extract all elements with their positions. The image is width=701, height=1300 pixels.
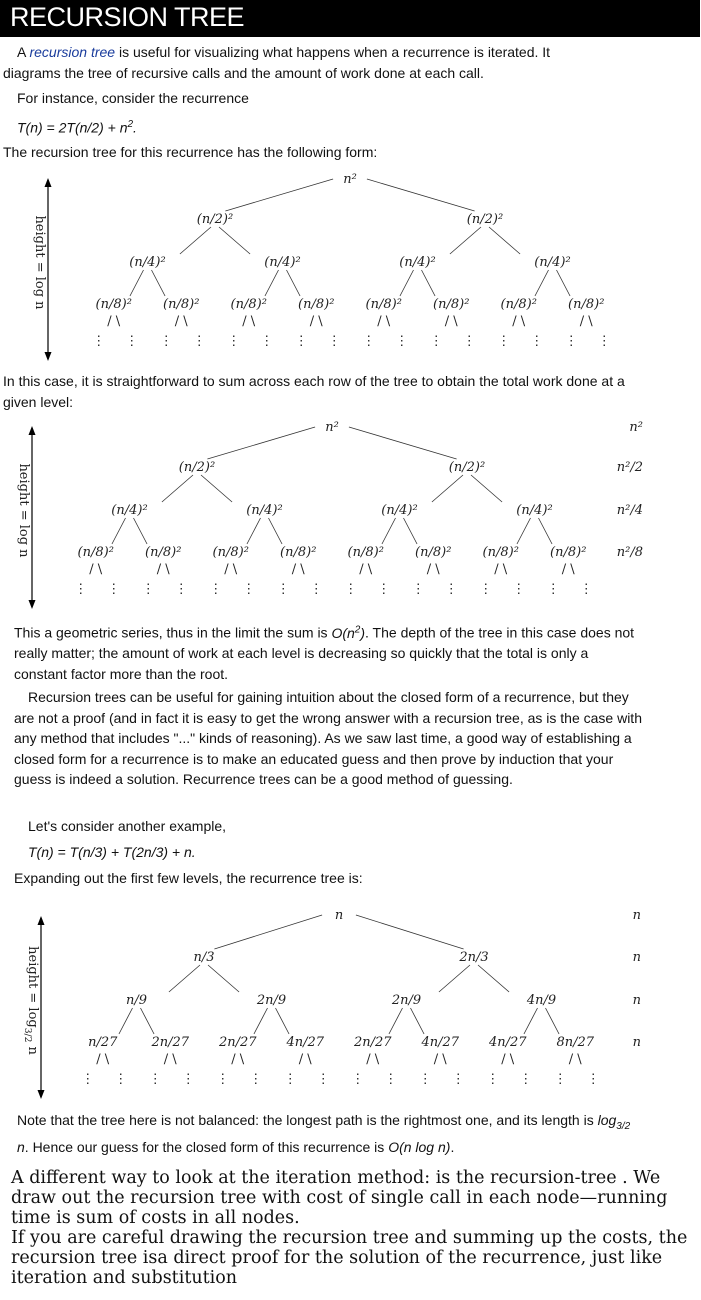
tree-edge bbox=[247, 518, 261, 544]
tree-edge bbox=[265, 270, 279, 296]
recurrence-1 bbox=[17, 115, 137, 138]
branch-marks: / \ bbox=[359, 562, 373, 577]
branch-marks: / \ bbox=[224, 562, 238, 577]
intro-pre: A bbox=[17, 44, 30, 60]
branch-marks: / \ bbox=[242, 314, 256, 329]
row-sum: n² bbox=[629, 420, 643, 435]
tree-node: (n/8)² bbox=[77, 545, 114, 560]
recurrence-1-main: T(n) = 2T(n/2) + n bbox=[17, 119, 128, 136]
branch-marks: / \ bbox=[174, 314, 188, 329]
arrow-head-down bbox=[45, 352, 52, 361]
tree-node: (n/4)² bbox=[399, 255, 436, 270]
ellipsis-dots: ⋮ bbox=[81, 1072, 95, 1087]
svg-text:height = log3/2 n: height = $\log_{3/2} n$ bbox=[22, 946, 40, 1055]
height-label bbox=[32, 215, 47, 310]
tree-node: (n/8)² bbox=[347, 545, 384, 560]
tree-node: n bbox=[334, 908, 344, 923]
tree-edge bbox=[539, 518, 553, 544]
tree-node: (n/4)² bbox=[264, 255, 301, 270]
ellipsis-dots: ⋮ bbox=[586, 1072, 600, 1087]
tree-node: (n/8)² bbox=[95, 297, 132, 312]
ellipsis-dots: ⋮ bbox=[114, 1072, 128, 1087]
tree-node: 4n/9 bbox=[526, 993, 557, 1008]
tree-node: n/9 bbox=[125, 993, 148, 1008]
arrow-head-up bbox=[38, 916, 45, 925]
ellipsis-dots: ⋮ bbox=[125, 334, 139, 349]
ellipsis-dots: ⋮ bbox=[362, 334, 376, 349]
ellipsis-dots: ⋮ bbox=[530, 334, 544, 349]
tree-edge bbox=[208, 965, 239, 992]
tree-node: (n/8)² bbox=[482, 545, 519, 560]
tree-node: 2n/9 bbox=[256, 993, 287, 1008]
tree-edge bbox=[356, 915, 464, 949]
ellipsis-dots: ⋮ bbox=[486, 1072, 500, 1087]
tree-edge bbox=[130, 270, 144, 296]
tree-node: (n/4)² bbox=[129, 255, 166, 270]
note-mid: . Hence our guess for the closed form of this recurrence is bbox=[24, 1139, 389, 1156]
tree-edge bbox=[214, 915, 322, 949]
branch-marks: / \ bbox=[494, 562, 508, 577]
branch-marks: / \ bbox=[501, 1052, 515, 1067]
tree-edge bbox=[422, 270, 436, 296]
row-sum: n bbox=[632, 908, 641, 923]
tree-edge bbox=[367, 179, 475, 211]
row-sum: n bbox=[632, 1035, 641, 1050]
tree-node: (n/2)² bbox=[448, 460, 486, 475]
tree-edge bbox=[349, 427, 457, 459]
ellipsis-dots: ⋮ bbox=[411, 582, 425, 597]
tree-edge bbox=[517, 518, 531, 544]
ellipsis-dots: ⋮ bbox=[181, 1072, 195, 1087]
ellipsis-dots: ⋮ bbox=[546, 582, 560, 597]
note-log: $\log_{3/2} n$ bbox=[17, 1112, 631, 1156]
ellipsis-dots: ⋮ bbox=[174, 582, 188, 597]
ellipsis-dots: ⋮ bbox=[74, 582, 88, 597]
ellipsis-dots: ⋮ bbox=[444, 582, 458, 597]
tree-edge bbox=[404, 518, 418, 544]
tree-edge bbox=[180, 227, 211, 254]
tree-node: 4n/27 bbox=[488, 1035, 527, 1050]
ellipsis-dots: ⋮ bbox=[227, 334, 241, 349]
page-title: RECURSION TREE bbox=[10, 2, 245, 32]
ellipsis-dots: ⋮ bbox=[479, 582, 493, 597]
branch-marks: / \ bbox=[561, 562, 575, 577]
branch-marks: / \ bbox=[89, 562, 103, 577]
recursion-tree-link[interactable]: recursion tree bbox=[29, 44, 116, 60]
row-sum: n²/4 bbox=[616, 503, 643, 518]
ellipsis-dots: ⋮ bbox=[309, 582, 323, 597]
tree-node: (n/2)² bbox=[178, 460, 216, 475]
geometric-big-o: $O(n^2)$ bbox=[331, 624, 366, 641]
branch-marks: / \ bbox=[156, 562, 170, 577]
tree-edge bbox=[269, 518, 283, 544]
expanding-text: Expanding out the first few levels, the recurrence tree is: bbox=[14, 870, 363, 886]
bottom-paragraph-1: A different way to look at the iteration method: is the recursion-tree . We draw out the recursion tree with cost of single call in each node—running time is sum of costs in all nodes. bbox=[11, 1168, 668, 1228]
tree-edge bbox=[119, 1008, 133, 1034]
ellipsis-dots: ⋮ bbox=[395, 334, 409, 349]
tree-edge bbox=[432, 475, 463, 502]
note-end: . bbox=[450, 1139, 455, 1156]
tree-node: 2n/27 bbox=[151, 1035, 190, 1050]
recursion-tree-diagram-3 bbox=[17, 906, 645, 1103]
title-bar bbox=[0, 0, 700, 37]
tree-edge bbox=[489, 227, 520, 254]
tree-node: (n/8)² bbox=[145, 545, 182, 560]
tree-node: (n/4)² bbox=[516, 503, 553, 518]
tree-node: (n/8)² bbox=[365, 297, 402, 312]
ellipsis-dots: ⋮ bbox=[418, 1072, 432, 1087]
row-sum: n bbox=[632, 950, 641, 965]
branch-marks: / \ bbox=[291, 562, 305, 577]
instance-text: For instance, consider the recurrence bbox=[17, 90, 249, 106]
tree-node: (n/8)² bbox=[280, 545, 317, 560]
branch-marks: / \ bbox=[107, 314, 121, 329]
branch-marks: / \ bbox=[96, 1052, 110, 1067]
ellipsis-dots: ⋮ bbox=[316, 1072, 330, 1087]
tree-edge bbox=[400, 270, 414, 296]
ellipsis-dots: ⋮ bbox=[107, 582, 121, 597]
ellipsis-dots: ⋮ bbox=[377, 582, 391, 597]
tree-edge bbox=[524, 1008, 538, 1034]
ellipsis-dots: ⋮ bbox=[451, 1072, 465, 1087]
recurrence-1-sup: 2 bbox=[127, 119, 134, 130]
recurrence-1-end: . bbox=[133, 119, 137, 136]
ellipsis-dots: ⋮ bbox=[553, 1072, 567, 1087]
note-paragraph bbox=[17, 1110, 637, 1158]
tree-edge bbox=[546, 1008, 560, 1034]
tree-node: (n/8)² bbox=[163, 297, 200, 312]
tree-edge bbox=[389, 1008, 403, 1034]
tree-edge bbox=[134, 518, 148, 544]
ellipsis-dots: ⋮ bbox=[159, 334, 173, 349]
tree-edge bbox=[450, 227, 481, 254]
ellipsis-dots: ⋮ bbox=[462, 334, 476, 349]
tree-node: 2n/9 bbox=[391, 993, 422, 1008]
sum-text: In this case, it is straightforward to sum across each row of the tree to obtain the total work done at a given level: bbox=[3, 373, 625, 410]
ellipsis-dots: ⋮ bbox=[429, 334, 443, 349]
tree-edge bbox=[411, 1008, 425, 1034]
ellipsis-dots: ⋮ bbox=[242, 582, 256, 597]
tree-edge bbox=[162, 475, 193, 502]
ellipsis-dots: ⋮ bbox=[294, 334, 308, 349]
ellipsis-dots: ⋮ bbox=[327, 334, 341, 349]
tree-node: 2n/3 bbox=[459, 950, 489, 965]
tree-node: n² bbox=[325, 420, 339, 435]
tree-edge bbox=[207, 427, 315, 459]
arrow-head-up bbox=[45, 178, 52, 187]
branch-marks: / \ bbox=[298, 1052, 312, 1067]
ellipsis-dots: ⋮ bbox=[148, 1072, 162, 1087]
height-label bbox=[22, 946, 40, 1055]
svg-text:height = log n: height = log n bbox=[32, 215, 47, 310]
ellipsis-dots: ⋮ bbox=[344, 582, 358, 597]
branch-marks: / \ bbox=[377, 314, 391, 329]
branch-marks: / \ bbox=[512, 314, 526, 329]
tree-node: (n/2)² bbox=[196, 212, 234, 227]
tree-node: (n/8)² bbox=[212, 545, 249, 560]
ellipsis-dots: ⋮ bbox=[497, 334, 511, 349]
tree-node: (n/8)² bbox=[415, 545, 452, 560]
tree-node: n/27 bbox=[88, 1035, 118, 1050]
tree-node: (n/8)² bbox=[298, 297, 335, 312]
branch-marks: / \ bbox=[568, 1052, 582, 1067]
ellipsis-dots: ⋮ bbox=[283, 1072, 297, 1087]
geometric-paragraph bbox=[14, 620, 644, 684]
ellipsis-dots: ⋮ bbox=[216, 1072, 230, 1087]
tree-edge bbox=[478, 965, 509, 992]
tree-edge bbox=[535, 270, 549, 296]
ellipsis-dots: ⋮ bbox=[92, 334, 106, 349]
tree-node: (n/4)² bbox=[246, 503, 283, 518]
tree-edge bbox=[254, 1008, 268, 1034]
tree-edge bbox=[141, 1008, 155, 1034]
tree-node: (n/8)² bbox=[433, 297, 470, 312]
ellipsis-dots: ⋮ bbox=[249, 1072, 263, 1087]
ellipsis-dots: ⋮ bbox=[192, 334, 206, 349]
tree-node: (n/4)² bbox=[534, 255, 571, 270]
tree-node: (n/2)² bbox=[466, 212, 504, 227]
ellipsis-dots: ⋮ bbox=[141, 582, 155, 597]
note-pre: Note that the tree here is not balanced: the longest path is the rightmost one, and its length is bbox=[17, 1112, 598, 1128]
intro-paragraph bbox=[3, 42, 593, 83]
arrow-head-down bbox=[29, 600, 36, 609]
ellipsis-dots: ⋮ bbox=[384, 1072, 398, 1087]
ellipsis-dots: ⋮ bbox=[579, 582, 593, 597]
tree-node: 2n/27 bbox=[353, 1035, 392, 1050]
ellipsis-dots: ⋮ bbox=[512, 582, 526, 597]
geometric-rest: . The depth of the tree in this case does not really matter; the amount of work at each level is decreasing so quickly that the total is only a constant factor more than the root. bbox=[14, 624, 635, 682]
branch-marks: / \ bbox=[163, 1052, 177, 1067]
tree-edge bbox=[276, 1008, 290, 1034]
intuition-paragraph: Recursion trees can be useful for gaining intuition about the closed form of a recurrence, but they are not a proof (and in fact it is easy to get the wrong answer with a recursion tree, as is the case with any method that includes "..." kinds of reasoning). As we saw last time, a good way of establishing a closed form for a recurrence is to make an educated guess and then prove by induction that your guess is indeed a solution. Recurrence trees can be a good method of guessing. bbox=[14, 689, 642, 787]
svg-text:height = log n: height = log n bbox=[16, 463, 31, 558]
tree-node: n/3 bbox=[193, 950, 215, 965]
tree-node: (n/8)² bbox=[500, 297, 537, 312]
tree-edge bbox=[169, 965, 200, 992]
arrow-head-up bbox=[29, 426, 36, 435]
tree-node: (n/4)² bbox=[381, 503, 418, 518]
tree-edge bbox=[439, 965, 470, 992]
ellipsis-dots: ⋮ bbox=[260, 334, 274, 349]
recurrence-2: T(n) = T(n/3) + T(2n/3) + n. bbox=[28, 844, 196, 860]
ellipsis-dots: ⋮ bbox=[276, 582, 290, 597]
ellipsis-dots: ⋮ bbox=[597, 334, 611, 349]
tree-edge bbox=[557, 270, 571, 296]
row-sum: n bbox=[632, 993, 641, 1008]
tree-node: 4n/27 bbox=[421, 1035, 460, 1050]
tree-node: (n/8)² bbox=[230, 297, 267, 312]
tree-edge bbox=[382, 518, 396, 544]
geometric-pre: This a geometric series, thus in the limit the sum is bbox=[14, 624, 332, 641]
branch-marks: / \ bbox=[309, 314, 323, 329]
tree-edge bbox=[112, 518, 126, 544]
tree-node: 2n/27 bbox=[218, 1035, 257, 1050]
branch-marks: / \ bbox=[231, 1052, 245, 1067]
tree-node: 8n/27 bbox=[556, 1035, 595, 1050]
another-example-text: Let's consider another example, bbox=[28, 818, 227, 834]
tree-node: (n/8)² bbox=[550, 545, 587, 560]
tree-edge bbox=[152, 270, 166, 296]
row-sum: n²/8 bbox=[616, 545, 643, 560]
ellipsis-dots: ⋮ bbox=[351, 1072, 365, 1087]
branch-marks: / \ bbox=[444, 314, 458, 329]
tree-edge bbox=[287, 270, 301, 296]
tree-node: (n/8)² bbox=[568, 297, 605, 312]
tree-edge bbox=[219, 227, 250, 254]
height-label bbox=[16, 463, 31, 558]
ellipsis-dots: ⋮ bbox=[564, 334, 578, 349]
note-big-o: O(n log n) bbox=[388, 1139, 451, 1156]
tree-node: (n/4)² bbox=[111, 503, 148, 518]
tree-node: 4n/27 bbox=[286, 1035, 325, 1050]
tree-edge bbox=[225, 179, 333, 211]
ellipsis-dots: ⋮ bbox=[519, 1072, 533, 1087]
tree-edge bbox=[201, 475, 232, 502]
recursion-tree-diagram-1 bbox=[28, 168, 611, 365]
tree-node: n² bbox=[343, 172, 357, 187]
row-sum: n²/2 bbox=[616, 460, 643, 475]
branch-marks: / \ bbox=[426, 562, 440, 577]
arrow-head-down bbox=[38, 1090, 45, 1099]
branch-marks: / \ bbox=[433, 1052, 447, 1067]
branch-marks: / \ bbox=[366, 1052, 380, 1067]
ellipsis-dots: ⋮ bbox=[209, 582, 223, 597]
recursion-tree-diagram-2 bbox=[10, 416, 646, 613]
bottom-paragraph-2: If you are careful drawing the recursion tree and summing up the costs, the recursion tree isa direct proof for the solution of the recurrence, just like iteration and substitution bbox=[11, 1228, 688, 1288]
branch-marks: / \ bbox=[579, 314, 593, 329]
intro-post: is useful for visualizing what happens when a recurrence is iterated. It diagrams the tree of recursive calls and the amount of work done at each call. bbox=[3, 44, 551, 81]
tree-form-text: The recursion tree for this recurrence has the following form: bbox=[3, 144, 378, 160]
tree-edge bbox=[471, 475, 502, 502]
